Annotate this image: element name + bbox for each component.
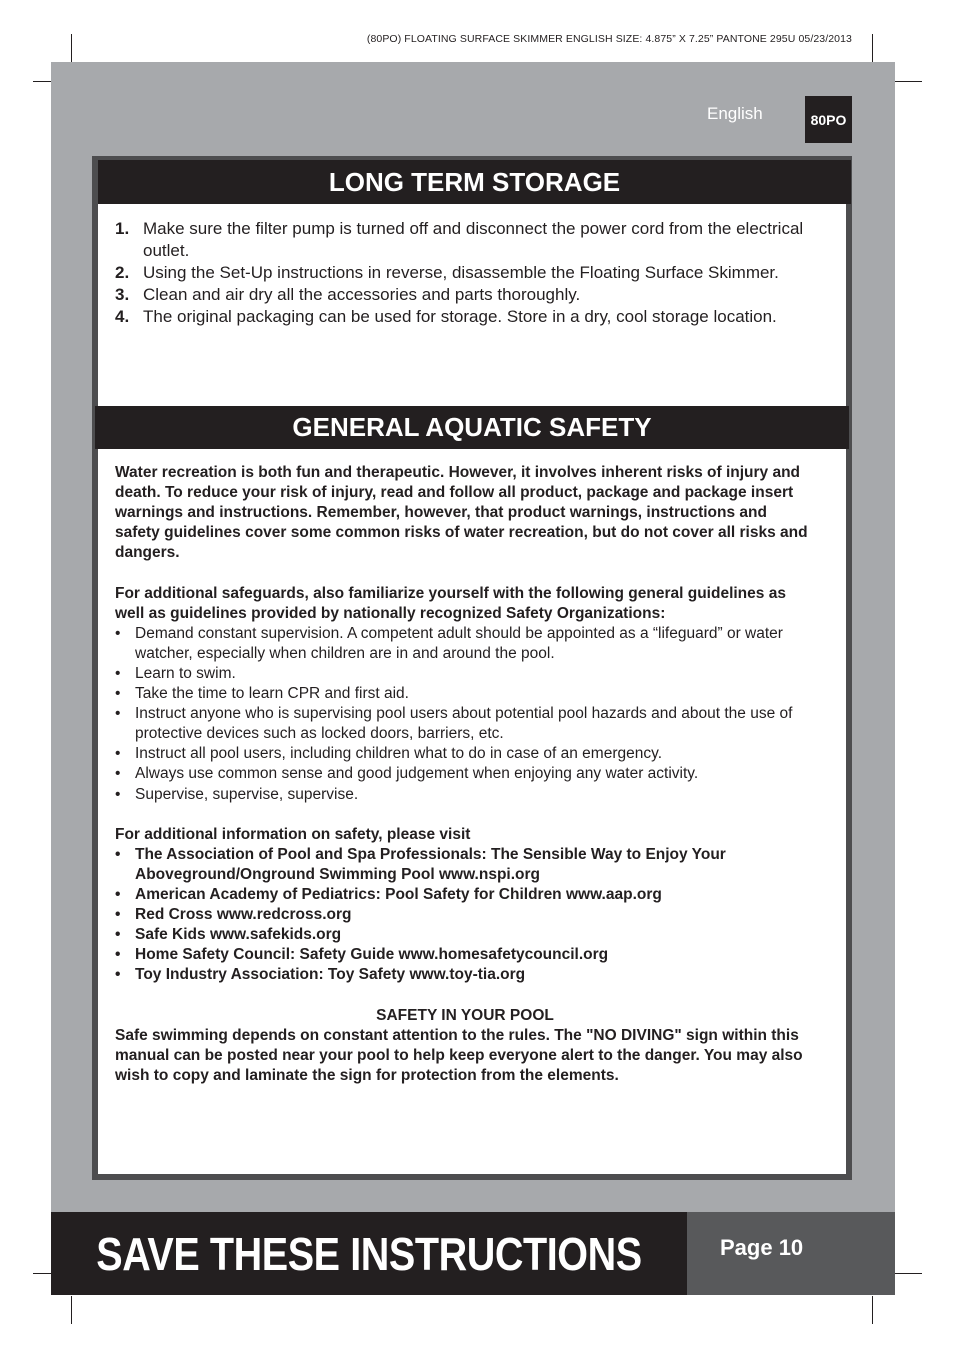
crop-mark: [71, 1296, 72, 1324]
crop-mark: [894, 1273, 922, 1274]
guideline-text: Instruct all pool users, including children what to do in case of an emergency.: [135, 745, 662, 763]
guideline-text: Learn to swim.: [135, 664, 236, 682]
list-item: • Home Safety Council: Safety Guide www.homesafetycouncil.org: [115, 946, 609, 964]
list-item: • Red Cross www.redcross.org: [115, 906, 352, 924]
step-number: 4.: [115, 307, 130, 326]
safety-body: [115, 463, 815, 1086]
guideline-text: Demand constant supervision. A competent adult should be appointed as a “lifeguard” or water watcher, especially when children are in and around the pool.: [135, 624, 783, 662]
guideline-text: Take the time to learn CPR and first aid.: [135, 685, 409, 703]
footer-title: SAVE THESE INSTRUCTIONS: [96, 1227, 642, 1280]
step-text: The original packaging can be used for storage. Store in a dry, cool storage location.: [143, 307, 777, 326]
list-item: • Instruct anyone who is supervising pool users about potential pool hazards and about the use of protective devices such as locked doors, barriers, etc.: [115, 705, 793, 743]
step-text: Make sure the filter pump is turned off and disconnect the power cord from the electrical outlet.: [143, 219, 804, 260]
organization-text: The Association of Pool and Spa Professionals: The Sensible Way to Enjoy Your Aboveground/Onground Swimming Pool www.nspi.org: [135, 845, 726, 883]
step-number: 1.: [115, 219, 130, 238]
crop-mark: [872, 1296, 873, 1324]
list-item: • American Academy of Pediatrics: Pool Safety for Children www.aap.org: [115, 885, 662, 903]
step-text: Clean and air dry all the accessories and parts thoroughly.: [143, 285, 581, 304]
organization-text: American Academy of Pediatrics: Pool Safety for Children www.aap.org: [135, 885, 662, 903]
storage-steps: [115, 218, 815, 328]
organization-text: Red Cross www.redcross.org: [135, 906, 352, 924]
guideline-text: Always use common sense and good judgement when enjoying any water activity.: [135, 765, 699, 783]
guideline-text: Instruct anyone who is supervising pool users about potential pool hazards and about the use of protective devices such as locked doors, barriers, etc.: [135, 705, 793, 743]
pool-safety-text: Safe swimming depends on constant attention to the rules. The "NO DIVING" sign within this manual can be posted near your pool to help keep everyone alert to the danger. You may also wish to copy and laminate the sign for protection from the elements.: [115, 1026, 803, 1084]
step-number: 2.: [115, 263, 130, 282]
list-item: • Demand constant supervision. A competent adult should be appointed as a “lifeguard” or water watcher, especially when children are in and around the pool.: [115, 624, 783, 662]
list-item: • Learn to swim.: [115, 664, 236, 682]
list-item: • The Association of Pool and Spa Professionals: The Sensible Way to Enjoy Your Aboveground/Onground Swimming Pool www.nspi.org: [115, 845, 726, 883]
organization-text: Toy Industry Association: Toy Safety www.toy-tia.org: [135, 966, 526, 984]
list-item: • Always use common sense and good judgement when enjoying any water activity.: [115, 765, 699, 783]
list-item: [115, 306, 815, 328]
step-text: Using the Set-Up instructions in reverse, disassemble the Floating Surface Skimmer.: [143, 263, 779, 282]
list-item: [115, 218, 815, 262]
storage-heading: LONG TERM STORAGE: [98, 160, 851, 204]
list-item: • Take the time to learn CPR and first aid.: [115, 685, 409, 703]
organization-text: Safe Kids www.safekids.org: [135, 926, 342, 944]
pool-safety-heading: SAFETY IN YOUR POOL: [376, 1006, 554, 1024]
print-info: (80PO) FLOATING SURFACE SKIMMER ENGLISH SIZE: 4.875” X 7.25” PANTONE 295U 05/23/2013: [366, 33, 852, 45]
crop-mark: [71, 34, 72, 62]
list-item: [115, 284, 815, 306]
product-code-badge: 80PO: [805, 96, 852, 143]
organization-text: Home Safety Council: Safety Guide www.homesafetycouncil.org: [135, 946, 609, 964]
organizations-list: [115, 845, 815, 986]
step-number: 3.: [115, 285, 130, 304]
list-item: • Instruct all pool users, including children what to do in case of an emergency.: [115, 745, 662, 763]
list-item: • Supervise, supervise, supervise.: [115, 785, 359, 803]
list-item: • Toy Industry Association: Toy Safety www.toy-tia.org: [115, 966, 526, 984]
crop-mark: [872, 34, 873, 62]
guidelines-intro: For additional safeguards, also familiarize yourself with the following general guidelines as well as guidelines provided by nationally recognized Safety Organizations:: [115, 584, 786, 622]
page-number-box: [687, 1212, 895, 1295]
info-intro: For additional information on safety, please visit: [115, 825, 471, 843]
list-item: [115, 262, 815, 284]
safety-heading: GENERAL AQUATIC SAFETY: [95, 406, 849, 449]
guideline-text: Supervise, supervise, supervise.: [135, 785, 359, 803]
crop-mark: [894, 81, 922, 82]
page-number: Page 10: [720, 1235, 804, 1260]
safety-intro: Water recreation is both fun and therapeutic. However, it involves inherent risks of injury and death. To reduce your risk of injury, read and follow all product, package and package insert warnings and instructions. Remember, however, that product warnings, instructions and safety guidelines cover some common risks of water recreation, but do not cover all risks and dangers.: [115, 464, 808, 562]
language-label: English: [707, 104, 763, 123]
list-item: • Safe Kids www.safekids.org: [115, 926, 342, 944]
guidelines-list: [115, 624, 815, 805]
